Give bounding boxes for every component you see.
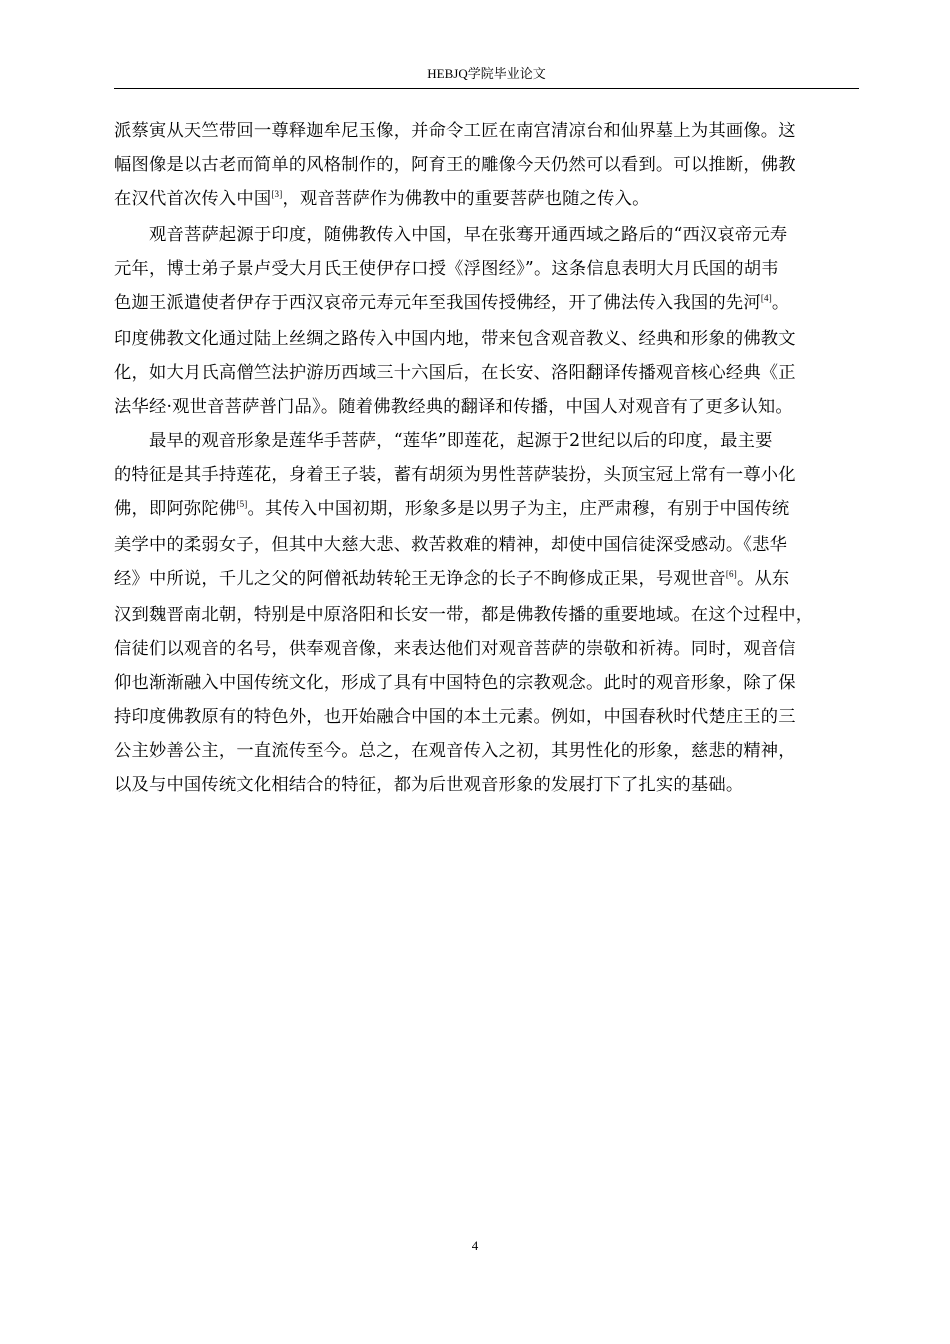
text-run: ，观音菩萨作为佛教中的重要菩萨也随之传入。: [282, 189, 650, 209]
text-line: [114, 562, 860, 598]
text-line: 的特征是其手持莲花，身着王子装，蓄有胡须为男性菩萨装扮，头顶宝冠上常有一尊小化: [114, 465, 796, 485]
paragraph-1: [114, 114, 860, 218]
text-line: 仰也渐渐融入中国传统文化，形成了具有中国特色的宗教观念。此时的观音形象，除了保: [114, 673, 796, 693]
text-run: 。: [771, 293, 790, 313]
text-line: 以及与中国传统文化相结合的特征，都为后世观音形象的发展打下了扎实的基础。: [114, 775, 744, 795]
text-line: 最早的观音形象是莲华手菩萨，“莲华”即莲花，起源于2世纪以后的印度，最主要: [149, 431, 773, 451]
text-line: 化，如大月氏高僧竺法护游历西域三十六国后，在长安、洛阳翻译传播观音核心经典《正: [114, 363, 796, 383]
text-line: 元年，博士弟子景卢受大月氏王使伊存口授《浮图经》”。这条信息表明大月氏国的胡韦: [114, 259, 779, 279]
text-run: 。从东: [736, 569, 790, 589]
text-line: 公主妙善公主，一直流传至今。总之，在观音传入之初，其男性化的形象，慈悲的精神，: [114, 741, 796, 761]
text-line: [114, 492, 860, 528]
paragraph-2: [114, 218, 860, 424]
page-number: 4: [471, 1238, 479, 1253]
citation-ref-3[interactable]: [3]: [271, 189, 283, 199]
text-line: 法华经·观世音菩萨普门品》。随着佛教经典的翻译和传播，中国人对观音有了更多认知。: [114, 397, 793, 417]
text-run: 经》中所说，千儿之父的阿僧祇劫转轮王无诤念的长子不眴修成正果，号观世音: [114, 569, 726, 589]
text-run: 。其传入中国初期，形象多是以男子为主，庄严肃穆，有别于中国传统: [247, 499, 790, 519]
text-line: 印度佛教文化通过陆上丝绸之路传入中国内地，带来包含观音教义、经典和形象的佛教文: [114, 329, 796, 349]
text-line: 幅图像是以古老而简单的风格制作的，阿育王的雕像今天仍然可以看到。可以推断，佛教: [114, 155, 796, 175]
text-line: 信徒们以观音的名号，供奉观音像，来表达他们对观音菩萨的崇敬和祈祷。同时，观音信: [114, 639, 796, 659]
text-line: 美学中的柔弱女子，但其中大慈大悲、救苦救难的精神，却使中国信徒深受感动。《悲华: [114, 535, 788, 555]
text-run: 在汉代首次传入中国: [114, 189, 272, 209]
running-header: HEBJQ学院毕业论文: [427, 66, 546, 81]
text-line: [114, 182, 860, 218]
citation-ref-6[interactable]: [6]: [725, 569, 737, 579]
body-text: [114, 114, 860, 802]
header-divider: [114, 88, 859, 89]
text-run: 色迦王派遣使者伊存于西汉哀帝元寿元年至我国传授佛经，开了佛法传入我国的先河: [114, 293, 761, 313]
text-line: 观音菩萨起源于印度，随佛教传入中国，早在张骞开通西域之路后的“西汉哀帝元寿: [149, 225, 788, 245]
text-run: 佛，即阿弥陀佛: [114, 499, 237, 519]
text-line: 派蔡寅从天竺带回一尊释迦牟尼玉像，并命令工匠在南宫清凉台和仙界墓上为其画像。这: [114, 121, 796, 141]
text-line: 持印度佛教原有的特色外，也开始融合中国的本土元素。例如，中国春秋时代楚庄王的三: [114, 707, 796, 727]
text-line: [114, 286, 860, 322]
paragraph-3: [114, 424, 860, 802]
citation-ref-5[interactable]: [5]: [236, 499, 248, 509]
text-line: 汉到魏晋南北朝，特别是中原洛阳和长安一带，都是佛教传播的重要地域。在这个过程中，: [114, 605, 814, 625]
citation-ref-4[interactable]: [4]: [760, 293, 772, 303]
